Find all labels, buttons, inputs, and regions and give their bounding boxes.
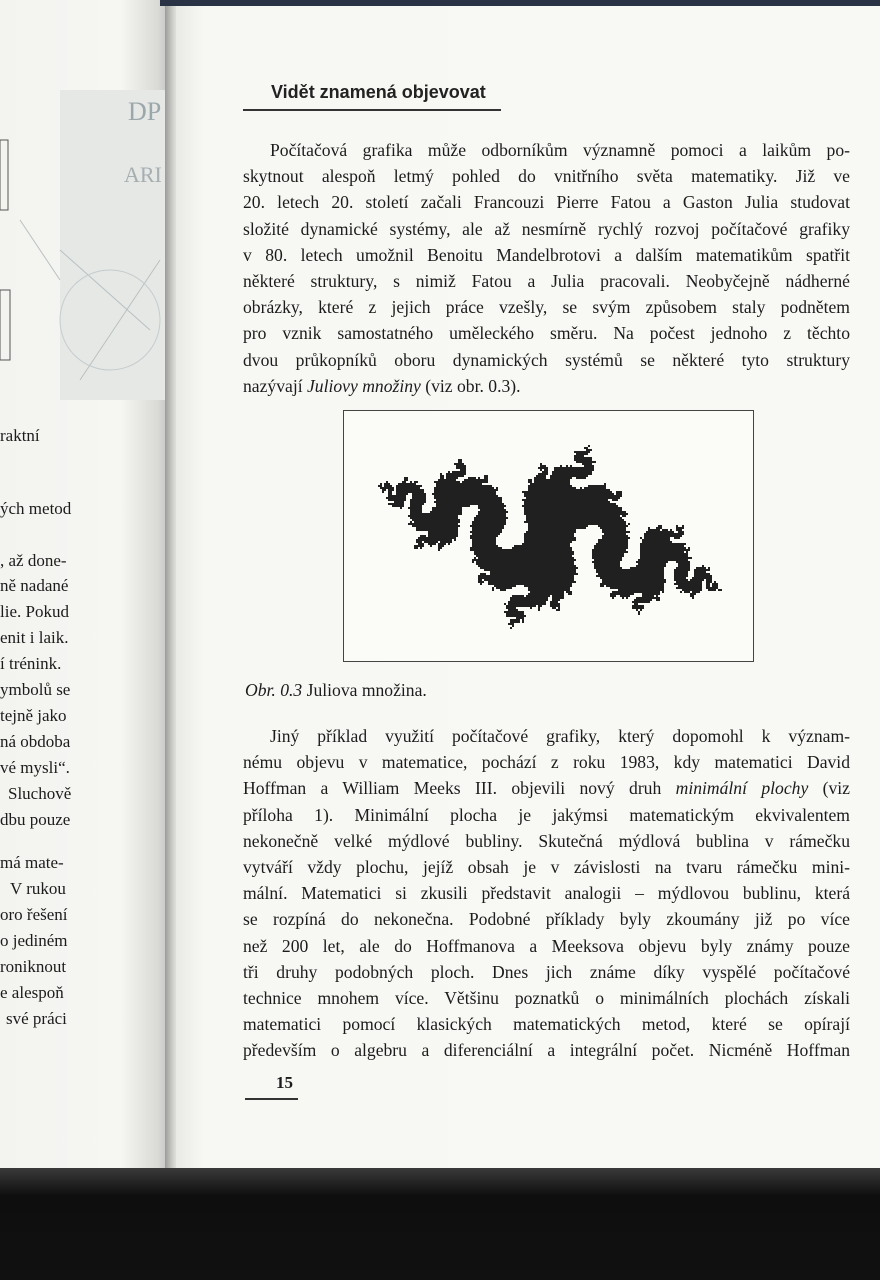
julia-set-fractal [378, 445, 722, 629]
italic-term: minimální plochy [675, 778, 809, 799]
paragraph-2 [243, 723, 850, 1064]
text-run: (viz [808, 778, 850, 799]
left-fragment: své práci [6, 1009, 67, 1028]
left-fragment: e alespoň [0, 983, 64, 1002]
left-fragment: raktní [0, 426, 40, 445]
left-fragment: Sluchově [8, 784, 72, 803]
left-fragment: lie. Pokud [0, 602, 69, 621]
text-run: Hoffman a William Meeks III. objevili nový druh [243, 778, 676, 799]
section-heading: Vidět znamená objevovat [271, 82, 486, 102]
caption-text: Juliova množina. [302, 680, 427, 700]
logo-fragment-dp: DP [128, 97, 162, 126]
text-line: v 80. letech umožnil Benoitu Mandelbrotovi a dalším matematikům spatřit [243, 244, 850, 265]
text-line: matematici pomocí klasických matematických metod, které se opírají [243, 1014, 850, 1035]
figure-caption [245, 680, 427, 701]
text-line: některé struktury, s nimiž Fatou a Julia pracovali. Neobyčejně nádherné [243, 271, 850, 292]
left-fragment: ymbolů se [0, 680, 71, 699]
heading-underline [243, 109, 501, 111]
left-fragment: V rukou [10, 879, 66, 898]
scanner-edge [160, 0, 880, 6]
logo-fragment-arti: ARI [124, 162, 162, 187]
left-fragment: ně nadané [0, 576, 69, 595]
text-line: mální. Matematici si zkusili představit analogii – mýdlovou bublinu, která [243, 883, 850, 904]
text-line: než 200 let, ale do Hoffmanova a Meeksova objevu byly známy pouze [243, 935, 850, 956]
text-line: dvou průkopníků oboru dynamických systémů se některé tyto struktury [243, 349, 850, 370]
figure-julia-set [343, 410, 754, 662]
page-number: 15 [276, 1073, 293, 1092]
text-line: příloha 1). Minimální plocha je jakýmsi matematickým ekvivalentem [243, 804, 850, 825]
left-fragment: o jediném [0, 931, 68, 950]
text-line: tři druhy podobných ploch. Dnes jich známe díky vyspělé počítačové [243, 961, 850, 982]
text-line [243, 373, 850, 399]
left-fragment: í trénink. [0, 654, 62, 673]
text-line: 20. letech 20. století začali Francouzi Pierre Fatou a Gaston Julia studovat [243, 192, 850, 213]
text-line: technice mnohem více. Většinu poznatků o minimálních plochách získali [243, 988, 850, 1009]
left-fragment: dbu pouze [0, 810, 71, 829]
text-line: nekonečně velké mýdlové bubliny. Skutečná mýdlová bublina v rámečku [243, 830, 850, 851]
text-line: Jiný příklad využití počítačové grafiky, který dopomohl k význam- [270, 726, 850, 746]
text-line: se rozpíná do nekonečna. Podobné příklady byly zkoumány již po více [243, 909, 850, 930]
left-fragment: enit i laik. [0, 628, 69, 647]
paragraph-1 [243, 137, 850, 399]
caption-label: Obr. 0.3 [245, 680, 303, 700]
text-line: vytváří vždy plochu, jejíž obsah je v závislosti na tvaru rámečku mini- [243, 857, 850, 878]
left-fragment: ná obdoba [0, 732, 71, 751]
text-line: obrázky, které z jejich práce vzešly, se svým způsobem staly podnětem [243, 297, 850, 318]
text-line: Počítačová grafika může odborníkům významně pomoci a laikům po- [270, 140, 850, 160]
text-line: nému objevu v matematice, pochází z roku 1983, kdy matematici David [243, 752, 850, 773]
julia-set-image [344, 411, 753, 661]
left-page [0, 0, 172, 1175]
text-line [243, 775, 850, 801]
left-fragment: roniknout [0, 957, 67, 976]
left-fragment: má mate- [0, 853, 64, 872]
left-fragment: tejně jako [0, 706, 67, 725]
text-run: nazývají [243, 375, 307, 396]
text-line: skytnout alespoň letmý pohled do vnitřního světa matematiky. Již ve [243, 166, 850, 187]
page-number-rule [245, 1098, 298, 1100]
left-fragment: , až done- [0, 551, 67, 570]
left-page-illustration [0, 0, 172, 440]
text-run: (viz obr. 0.3). [420, 375, 521, 396]
text-line: složité dynamické systémy, ale až nesmírně rychlý rozvoj počítačové grafiky [243, 218, 850, 239]
scanner-background [0, 1168, 880, 1280]
text-line: především o algebru a diferenciální a integrální počet. Nicméně Hoffman [243, 1040, 850, 1061]
left-fragment: ých metod [0, 499, 72, 518]
italic-term: Juliovy množiny [307, 375, 421, 396]
left-fragment: vé mysli“. [0, 758, 70, 777]
text-line: pro vznik samostatného uměleckého směru. Na počest jednoho z těchto [243, 323, 850, 344]
left-fragment: oro řešení [0, 905, 68, 924]
